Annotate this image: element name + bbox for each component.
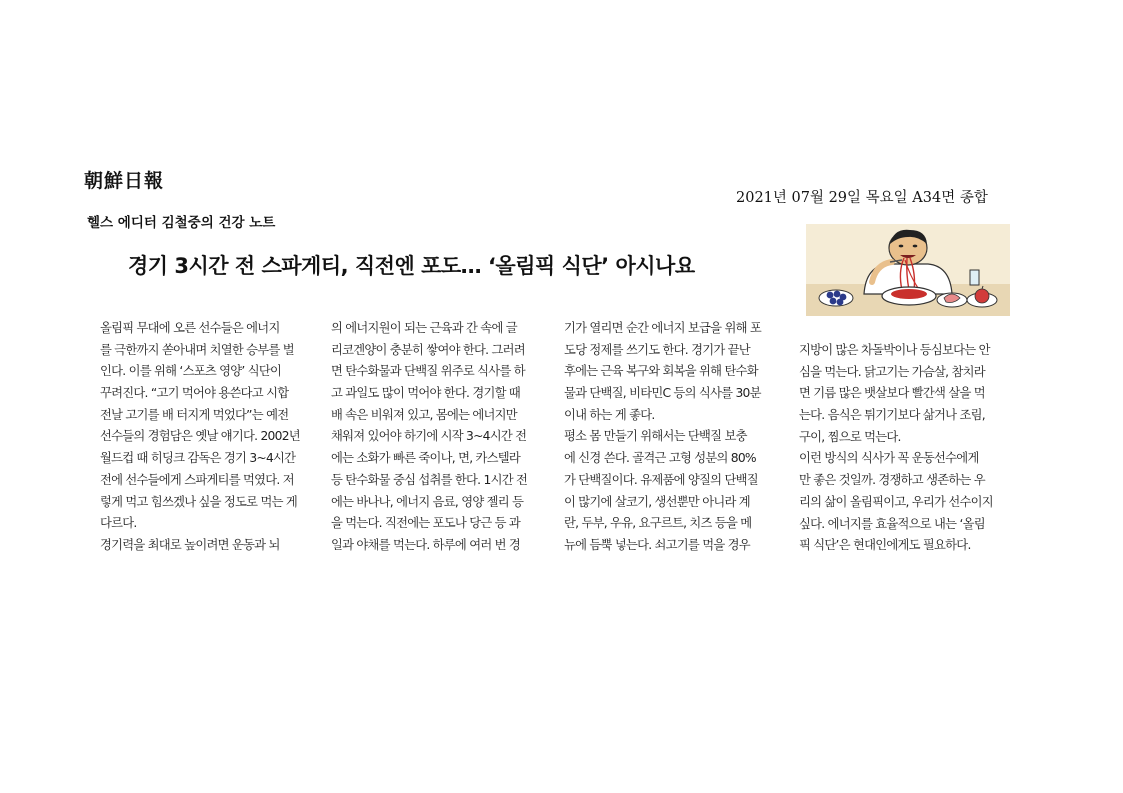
grape-icon	[830, 298, 837, 305]
body-line: 에는 바나나, 에너지 음료, 영양 젤리 등	[331, 494, 524, 509]
body-line: 싶다. 에너지를 효율적으로 내는 ‘올림	[799, 516, 985, 531]
article-body-column-3	[564, 318, 761, 557]
body-line: 면 탄수화물과 단백질 위주로 식사를 하	[331, 364, 525, 379]
body-line: 선수들의 경험담은 옛날 얘기다. 2002년	[100, 429, 300, 444]
body-line: 도당 정제를 쓰기도 한다. 경기가 끝난	[564, 342, 750, 357]
athlete-eye-left	[899, 245, 904, 248]
body-line: 등 탄수화물 중심 섭취를 한다. 1시간 전	[331, 472, 528, 487]
grape-icon	[834, 291, 841, 298]
article-headline: 경기 3시간 전 스파게티, 직전엔 포도… ‘올림픽 식단’ 아시나요	[128, 254, 695, 278]
column-series-name: 헬스 에디터 김철중의 건강 노트	[87, 215, 276, 231]
body-line: 심을 먹는다. 닭고기는 가슴살, 참치라	[799, 364, 985, 379]
body-line: 지방이 많은 차돌박이나 등심보다는 안	[799, 343, 990, 357]
body-line: 뉴에 듬뿍 넣는다. 쇠고기를 먹을 경우	[564, 537, 750, 552]
body-line: 인다. 이를 위해 ‘스포츠 영양’ 식단이	[100, 364, 282, 379]
body-line: 물과 단백질, 비타민C 등의 식사를 30분	[564, 386, 761, 401]
body-line: 리의 삶이 올림픽이고, 우리가 선수이지	[799, 494, 993, 509]
body-line: 전날 고기를 배 터지게 먹었다”는 예전	[100, 407, 289, 422]
athlete-eating-spaghetti-illustration	[806, 224, 1010, 316]
body-line: 꾸려진다. “고기 먹어야 용쓴다고 시합	[100, 386, 289, 401]
body-line: 월드컵 때 히딩크 감독은 경기 3~4시간	[100, 451, 296, 466]
body-line: 기가 열리면 순간 에너지 보급을 위해 포	[564, 321, 762, 335]
newspaper-masthead: 朝鮮日報	[84, 170, 165, 192]
article-body-column-2	[331, 318, 527, 557]
body-line: 이 많기에 살코기, 생선뿐만 아니라 계	[564, 494, 750, 509]
body-line: 이내 하는 게 좋다.	[564, 407, 655, 422]
body-line: 후에는 근육 복구와 회복을 위해 탄수화	[564, 364, 758, 379]
body-line: 다르다.	[100, 516, 137, 531]
glass-icon	[970, 270, 979, 285]
body-line: 경기력을 최대로 높이려면 운동과 뇌	[100, 537, 280, 552]
body-line: 을 먹는다. 직전에는 포도나 당근 등 과	[331, 516, 521, 531]
body-line: 에는 소화가 빠른 죽이나, 면, 카스텔라	[331, 451, 521, 466]
article-body-column-1	[100, 318, 300, 557]
body-line: 는다. 음식은 튀기기보다 삶거나 조림,	[799, 408, 985, 423]
grape-icon	[827, 292, 834, 299]
body-line: 면 기름 많은 뱃살보다 빨간색 살을 먹	[799, 386, 985, 401]
body-line: 일과 야채를 먹는다. 하루에 여러 번 경	[331, 537, 521, 552]
body-line: 평소 몸 만들기 위해서는 단백질 보충	[564, 429, 747, 444]
body-line: 에 신경 쓴다. 골격근 고형 성분의 80%	[564, 451, 756, 466]
body-line: 란, 두부, 우유, 요구르트, 치즈 등을 메	[564, 516, 752, 531]
body-line: 리코겐양이 충분히 쌓여야 한다. 그러려	[331, 342, 525, 357]
body-line: 구이, 찜으로 먹는다.	[799, 429, 901, 444]
body-line: 고 과일도 많이 먹어야 한다. 경기할 때	[331, 386, 521, 401]
spaghetti-pile	[891, 289, 927, 299]
athlete-eye-right	[913, 245, 918, 248]
body-line: 배 속은 비워져 있고, 몸에는 에너지만	[331, 407, 517, 422]
body-line: 전에 선수들에게 스파게티를 먹였다. 저	[100, 472, 294, 487]
body-line: 이런 방식의 식사가 꼭 운동선수에게	[799, 451, 979, 466]
apple-icon	[975, 289, 989, 303]
grape-icon	[837, 299, 844, 306]
body-line: 채워져 있어야 하기에 시작 3~4시간 전	[331, 429, 527, 444]
body-line: 를 극한까지 쏟아내며 치열한 승부를 벌	[100, 342, 294, 357]
body-line: 픽 식단’은 현대인에게도 필요하다.	[799, 538, 971, 553]
body-line: 렇게 먹고 힘쓰겠나 싶을 정도로 먹는 게	[100, 494, 298, 509]
body-line: 의 에너지원이 되는 근육과 간 속에 글	[331, 321, 517, 335]
body-line: 올림픽 무대에 오른 선수들은 에너지	[100, 321, 280, 335]
article-body-column-4	[799, 340, 993, 557]
body-line: 가 단백질이다. 유제품에 양질의 단백질	[564, 472, 758, 487]
body-line: 만 좋은 것일까. 경쟁하고 생존하는 우	[799, 473, 985, 488]
publication-dateline: 2021년 07월 29일 목요일 A34면 종합	[736, 190, 988, 206]
